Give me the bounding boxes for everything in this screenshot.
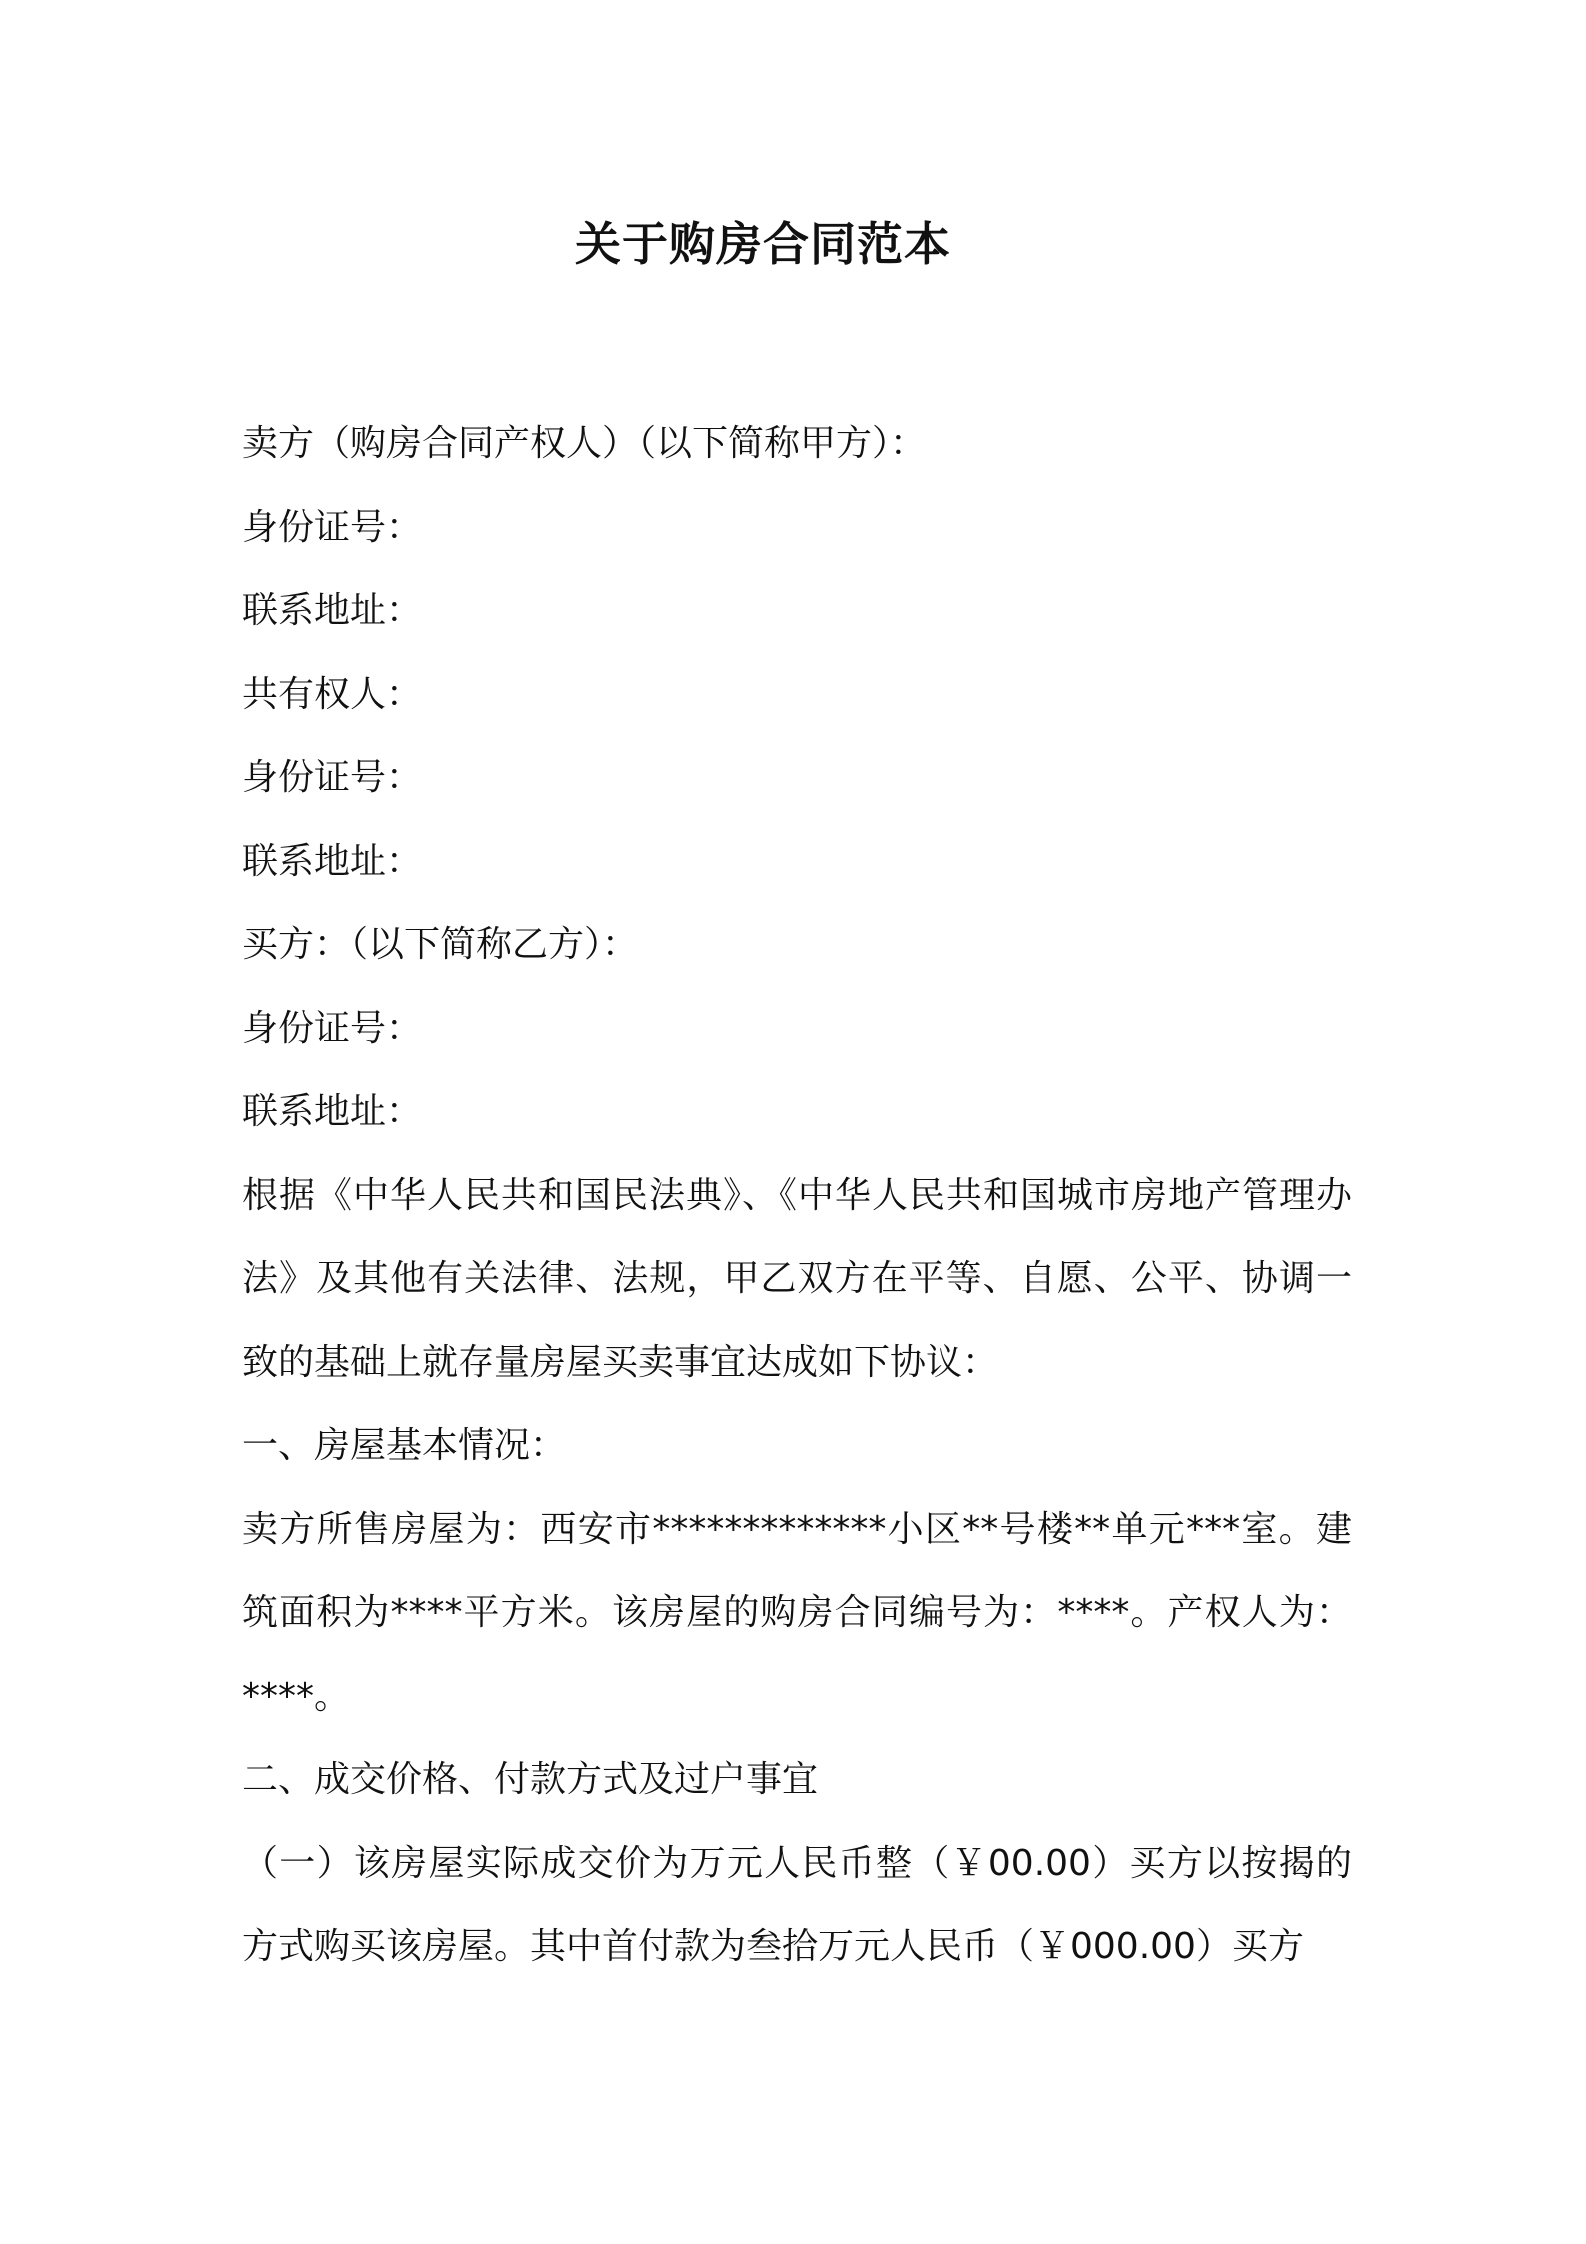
co-owner-line: 共有权人： bbox=[242, 673, 423, 715]
co-owner-id-line: 身份证号： bbox=[242, 757, 423, 798]
price-paragraph: （一）该房屋实际成交价为万元人民币整（￥00.00）买方以按揭的方式购买该房屋。其中首付款为叁拾万元人民币（￥000.00）买方 bbox=[242, 1842, 1352, 1967]
legal-basis-paragraph: 根据《中华人民共和国民法典》、《中华人民共和国城市房地产管理办法》及其他有关法律、法规，甲乙双方在平等、自愿、公平、协调一致的基础上就存量房屋买卖事宜达成如下协议： bbox=[242, 1174, 1352, 1383]
document-title: 关于购房合同范本 bbox=[575, 217, 951, 271]
seller-address-line: 联系地址： bbox=[242, 590, 423, 631]
section-heading-1: 一、房屋基本情况： bbox=[242, 1425, 567, 1466]
property-info-paragraph: 卖方所售房屋为：西安市*************小区**号楼**单元***室。建筑面积为****平方米。该房屋的购房合同编号为：****。产权人为：****。 bbox=[242, 1508, 1352, 1717]
co-owner-address-line: 联系地址： bbox=[242, 840, 423, 882]
section-heading-2: 二、成交价格、付款方式及过户事宜 bbox=[242, 1759, 819, 1800]
buyer-line: 买方：（以下简称乙方）： bbox=[242, 924, 639, 965]
seller-line: 卖方（购房合同产权人）（以下简称甲方）： bbox=[242, 423, 927, 464]
seller-id-line: 身份证号： bbox=[242, 506, 423, 548]
buyer-address-line: 联系地址： bbox=[242, 1091, 423, 1132]
buyer-id-line: 身份证号： bbox=[242, 1007, 423, 1049]
document-body bbox=[242, 402, 1352, 1989]
